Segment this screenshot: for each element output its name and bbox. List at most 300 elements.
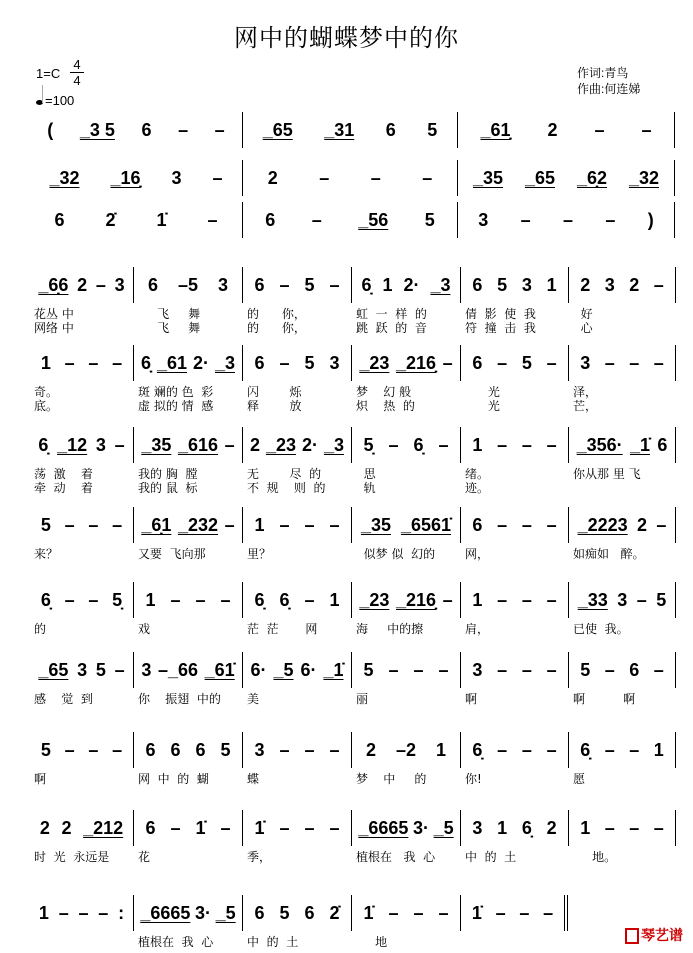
- measure-notes: [352, 507, 460, 543]
- note: –2: [395, 740, 416, 760]
- lyric-verse-1: 地。: [573, 850, 617, 864]
- note: –: [521, 435, 532, 455]
- note: 5̣: [112, 590, 123, 610]
- measure-notes: [461, 267, 568, 303]
- note: –: [114, 435, 125, 455]
- lyric-verse-2: 飞 舞: [138, 321, 201, 335]
- lyric-verse-1: 茫 茫 网: [247, 622, 318, 636]
- note: 1: [546, 275, 557, 295]
- measure-notes: [352, 267, 460, 303]
- measure-notes: [352, 582, 460, 618]
- measure: [30, 732, 133, 786]
- lyric-verse-1: 已使 我。: [573, 622, 629, 636]
- note: 1: [472, 435, 483, 455]
- measure: [30, 507, 133, 561]
- note: 1̇: [195, 818, 206, 838]
- measure: [568, 582, 676, 636]
- note: 2: [365, 740, 376, 760]
- measure: [242, 895, 351, 949]
- lyric-verse-1: 光: [465, 385, 500, 399]
- composer: 作曲:何连娣: [577, 82, 641, 96]
- note: 3: [472, 818, 483, 838]
- lyric-verse-1: 蝶: [247, 772, 260, 786]
- lyric-verse-1: 啊: [34, 772, 47, 786]
- note: –: [656, 515, 667, 535]
- lyric-verse-2: 轨: [356, 481, 376, 495]
- lyric-verse-1: 的 你，: [247, 307, 306, 321]
- note: 6̣: [38, 435, 49, 455]
- lyric-verse-1: 季，: [247, 850, 272, 864]
- lyric-verse-1: 地: [356, 935, 388, 949]
- note: –: [442, 590, 453, 610]
- lyric-verse-1: 梦 幻 般: [356, 385, 412, 399]
- note: –: [546, 660, 557, 680]
- note: –: [224, 515, 235, 535]
- note: 3: [580, 353, 591, 373]
- note: 2: [39, 818, 50, 838]
- note: _16̣: [110, 168, 141, 188]
- note: –: [519, 903, 530, 923]
- note: –: [562, 210, 573, 230]
- note: 6: [657, 435, 668, 455]
- note: _6̣2: [576, 168, 608, 188]
- note: 1: [145, 590, 156, 610]
- lyric-verse-1: 绪。: [465, 467, 490, 481]
- measure-notes: [134, 895, 242, 931]
- measure: [351, 507, 460, 561]
- note: 6: [145, 818, 156, 838]
- note: 6: [147, 275, 158, 295]
- measure-notes: [134, 582, 242, 618]
- note: 5: [279, 903, 290, 923]
- logo-icon: [625, 928, 639, 944]
- note: –: [629, 353, 640, 373]
- note: 5: [424, 210, 435, 230]
- note: _65: [262, 120, 293, 140]
- measure-notes: [134, 427, 242, 463]
- measure-notes: [30, 732, 133, 768]
- lyric-verse-1: 海 中的擦: [356, 622, 424, 636]
- measure-notes: [458, 160, 674, 196]
- measure: [242, 507, 351, 561]
- note: 3·: [195, 903, 212, 923]
- note: 6̣: [413, 435, 424, 455]
- lyric-verse-1: 奇。: [34, 385, 59, 399]
- lyric-verse-2: 虚 拟的 情 感: [138, 399, 214, 413]
- note: 2: [629, 275, 640, 295]
- note: 2: [249, 435, 260, 455]
- note: 1: [382, 275, 393, 295]
- measure-notes: [461, 427, 568, 463]
- note: 3: [521, 275, 532, 295]
- measure-notes: [569, 427, 675, 463]
- measure-notes: [134, 507, 242, 543]
- note: –: [220, 590, 231, 610]
- measure-notes: [134, 267, 242, 303]
- note: 3: [171, 168, 182, 188]
- measure-notes: [458, 202, 674, 238]
- measure-notes: [461, 732, 568, 768]
- key-signature: 1=C: [36, 66, 61, 81]
- note: –: [495, 903, 506, 923]
- note: –: [497, 515, 508, 535]
- measure-notes: [30, 582, 133, 618]
- note: –: [497, 353, 508, 373]
- measure: [460, 895, 568, 931]
- note: –: [629, 740, 640, 760]
- note: _5: [433, 818, 454, 838]
- note: –: [178, 120, 189, 140]
- note: –: [546, 515, 557, 535]
- time-signature-bottom: 4: [73, 73, 81, 88]
- note: –: [98, 903, 109, 923]
- note: 1: [580, 818, 591, 838]
- note: _65: [524, 168, 556, 188]
- note: _23: [359, 590, 390, 610]
- measure: [242, 732, 351, 786]
- measure: [460, 732, 568, 786]
- measure: [460, 507, 568, 561]
- note: –: [594, 120, 605, 140]
- note: –: [653, 353, 664, 373]
- measure-notes: [243, 895, 351, 931]
- measure-notes: [134, 810, 242, 846]
- note: –: [497, 660, 508, 680]
- note: –: [604, 740, 615, 760]
- measure-notes: [243, 652, 351, 688]
- note: (: [47, 120, 54, 140]
- note: –: [279, 515, 290, 535]
- measure: [351, 582, 460, 636]
- measure-notes: [134, 732, 242, 768]
- measure: [133, 267, 242, 335]
- note: 5: [521, 353, 532, 373]
- lyric-verse-1: 丽: [356, 692, 369, 706]
- note: 6: [195, 740, 206, 760]
- quarter-note-icon: [36, 100, 43, 105]
- note: _6561̇: [400, 515, 452, 535]
- note: 1: [497, 818, 508, 838]
- note: _6665: [140, 903, 191, 923]
- lyric-verse-1: 感 觉 到: [34, 692, 93, 706]
- note: –: [641, 120, 652, 140]
- measure: [30, 582, 133, 636]
- measure-notes: [352, 895, 460, 931]
- note: –: [438, 660, 449, 680]
- measure-notes: [569, 507, 675, 543]
- note: –: [207, 210, 218, 230]
- measure: [133, 895, 242, 949]
- note: –: [520, 210, 531, 230]
- measure: [351, 427, 460, 495]
- measure: [30, 810, 133, 864]
- lyric-verse-2: 符 撞 击 我: [465, 321, 536, 335]
- note: –: [214, 120, 225, 140]
- measure-notes: [352, 732, 460, 768]
- note: 3: [604, 275, 615, 295]
- lyric-verse-1: 如痴如 醉。: [573, 547, 645, 561]
- note: 6: [54, 210, 65, 230]
- note: 6: [472, 515, 483, 535]
- measure: [30, 267, 133, 335]
- watermark-text: 琴艺谱: [641, 927, 683, 943]
- measure-notes: [30, 507, 133, 543]
- note: 2: [267, 168, 278, 188]
- note: –: [224, 435, 235, 455]
- note: –: [521, 590, 532, 610]
- note: 5: [427, 120, 438, 140]
- lyric-verse-1: 似梦 似 幻的: [356, 547, 436, 561]
- lyric-verse-1: 荡 激 着: [34, 467, 93, 481]
- lyric-verse-1: 好: [573, 307, 593, 321]
- measure: [457, 202, 675, 238]
- tempo-value: =100: [45, 93, 75, 108]
- measure-notes: [30, 160, 242, 196]
- note: –: [304, 590, 315, 610]
- measure-notes: [243, 582, 351, 618]
- note: –: [497, 590, 508, 610]
- lyric-verse-1: 美: [247, 692, 260, 706]
- note: –: [521, 740, 532, 760]
- measure: [30, 652, 133, 706]
- measure: [133, 652, 242, 706]
- note: _1̇: [323, 660, 344, 680]
- note: 2: [77, 275, 88, 295]
- measure-notes: [352, 427, 460, 463]
- measure: [242, 582, 351, 636]
- note: 3: [217, 275, 228, 295]
- note: –: [604, 660, 615, 680]
- note: 6̣: [254, 590, 265, 610]
- lyric-verse-1: 我的 胸 膛: [138, 467, 198, 481]
- note: _33: [577, 590, 608, 610]
- note: –: [413, 903, 424, 923]
- note: –: [604, 353, 615, 373]
- note: 6·: [300, 660, 317, 680]
- measure: [242, 267, 351, 335]
- note: _6665: [358, 818, 409, 838]
- measure: [351, 267, 460, 335]
- song-title: 网中的蝴蝶梦中的你: [234, 24, 459, 52]
- note: _232: [177, 515, 219, 535]
- note: _5: [215, 903, 236, 923]
- lyric-verse-2: 的 你，: [247, 321, 306, 335]
- measure: [568, 267, 676, 335]
- note: 6: [265, 210, 276, 230]
- lyric-verse-1: 花: [138, 850, 151, 864]
- note: –: [112, 353, 123, 373]
- note: 6·: [250, 660, 267, 680]
- note: 3: [472, 660, 483, 680]
- note: –: [497, 435, 508, 455]
- note: 6̣: [361, 275, 372, 295]
- measure: [30, 345, 133, 413]
- measure: [242, 112, 457, 148]
- measure-notes: [569, 810, 675, 846]
- note: 2: [580, 275, 591, 295]
- note: _23: [265, 435, 297, 455]
- note: 2: [546, 818, 557, 838]
- note: _2223: [577, 515, 628, 535]
- measure-notes: [352, 810, 460, 846]
- note: 6̣: [472, 740, 483, 760]
- measure-notes: [243, 732, 351, 768]
- note: –: [543, 903, 554, 923]
- lyric-verse-1: 你 振翅 中的: [138, 692, 221, 706]
- note: _5: [273, 660, 294, 680]
- lyric-verse-2: 释 放: [247, 399, 302, 413]
- note: 3: [617, 590, 628, 610]
- measure-notes: [243, 112, 457, 148]
- note: –: [311, 210, 322, 230]
- note: _216̣: [395, 590, 437, 610]
- note: 2: [637, 515, 648, 535]
- note: –: [653, 818, 664, 838]
- lyric-verse-2: 心: [573, 321, 593, 335]
- lyric-verse-1: 植根在 我 心: [356, 850, 436, 864]
- note: –: [195, 590, 206, 610]
- note: –: [212, 168, 223, 188]
- lyric-verse-1: 的: [34, 622, 47, 636]
- note: 5: [656, 590, 667, 610]
- measure-notes: [569, 267, 675, 303]
- measure-notes: [243, 160, 457, 196]
- measure: [568, 427, 676, 481]
- measure: [460, 810, 568, 864]
- note: _3: [214, 353, 235, 373]
- note: 1: [653, 740, 664, 760]
- measure-notes: [243, 202, 457, 238]
- lyric-verse-1: 戏: [138, 622, 151, 636]
- note: 6: [304, 903, 315, 923]
- note: –: [304, 818, 315, 838]
- note: 5: [95, 660, 106, 680]
- measure-notes: [458, 112, 674, 148]
- note: _32: [49, 168, 80, 188]
- note: 2̇: [329, 903, 340, 923]
- measure-notes: [461, 582, 568, 618]
- measure: [30, 202, 242, 238]
- note: –: [413, 660, 424, 680]
- note: _23: [359, 353, 390, 373]
- measure: [568, 732, 676, 786]
- measure-notes: [30, 267, 133, 303]
- note: –: [78, 903, 89, 923]
- lyric-verse-1: 啊: [465, 692, 478, 706]
- note: 3: [478, 210, 489, 230]
- measure: [568, 345, 676, 413]
- note: 3: [141, 660, 152, 680]
- lyric-verse-1: 梦 中 的: [356, 772, 427, 786]
- measure-notes: [569, 732, 675, 768]
- measure-notes: [243, 507, 351, 543]
- note: _3: [430, 275, 451, 295]
- note: –: [605, 210, 616, 230]
- measure-notes: [30, 112, 242, 148]
- note: _216̣: [395, 353, 437, 373]
- note: –: [112, 740, 123, 760]
- note: 1: [472, 590, 483, 610]
- note: _6̣1: [141, 515, 172, 535]
- note: 1̇: [156, 210, 167, 230]
- measure: [242, 202, 457, 238]
- note: 6: [254, 275, 265, 295]
- measure-notes: [243, 810, 351, 846]
- lyric-verse-1: 啊 啊: [573, 692, 636, 706]
- lyric-verse-1: 闪 烁: [247, 385, 302, 399]
- note: 6: [629, 660, 640, 680]
- measure: [351, 810, 460, 864]
- note: 3: [95, 435, 106, 455]
- measure-notes: [243, 267, 351, 303]
- lyric-verse-1: 网 中 的 蝴: [138, 772, 209, 786]
- measure: [242, 345, 351, 413]
- note: –: [64, 515, 75, 535]
- measure: [133, 507, 242, 561]
- note: –: [170, 818, 181, 838]
- note: –: [546, 353, 557, 373]
- lyric-verse-1: 愿: [573, 772, 586, 786]
- lyric-verse-1: 飞 舞: [138, 307, 201, 321]
- note: 1: [40, 353, 51, 373]
- lyric-verse-2: 不 规 则 的: [247, 481, 326, 495]
- note: _6̣6: [38, 275, 69, 295]
- measure: [133, 427, 242, 495]
- note: –: [88, 590, 99, 610]
- note: 2: [547, 120, 558, 140]
- lyricist: 作词:青鸟: [577, 66, 629, 80]
- measure-notes: [30, 810, 133, 846]
- note: –: [629, 818, 640, 838]
- note: 1̇: [254, 818, 265, 838]
- note: 6̣: [521, 818, 532, 838]
- note: –: [438, 903, 449, 923]
- measure-notes: [352, 652, 460, 688]
- note: 2: [61, 818, 72, 838]
- note: 5: [497, 275, 508, 295]
- measure-notes: [569, 345, 675, 381]
- lyric-verse-2: 迹。: [465, 481, 490, 495]
- note: :: [118, 903, 125, 923]
- measure: [133, 732, 242, 786]
- note: _56: [358, 210, 389, 230]
- measure-notes: [30, 202, 242, 238]
- note: –: [388, 435, 399, 455]
- note: _61̇: [204, 660, 235, 680]
- measure: [351, 895, 460, 949]
- note: 5: [580, 660, 591, 680]
- note: 6: [170, 740, 181, 760]
- measure: [457, 112, 675, 148]
- note: 3: [254, 740, 265, 760]
- note: 3: [114, 275, 125, 295]
- lyric-verse-2: 底。: [34, 399, 59, 413]
- note: –: [370, 168, 381, 188]
- credits: [577, 65, 640, 97]
- note: –: [521, 515, 532, 535]
- note: –: [329, 740, 340, 760]
- note: –: [497, 740, 508, 760]
- note: 6: [145, 740, 156, 760]
- note: 1: [38, 903, 49, 923]
- measure-notes: [30, 345, 133, 381]
- note: 5: [363, 660, 374, 680]
- note: 5̣: [363, 435, 374, 455]
- measure-notes: [461, 652, 568, 688]
- note: 6̣: [40, 590, 51, 610]
- note: –: [64, 740, 75, 760]
- note: 6: [472, 353, 483, 373]
